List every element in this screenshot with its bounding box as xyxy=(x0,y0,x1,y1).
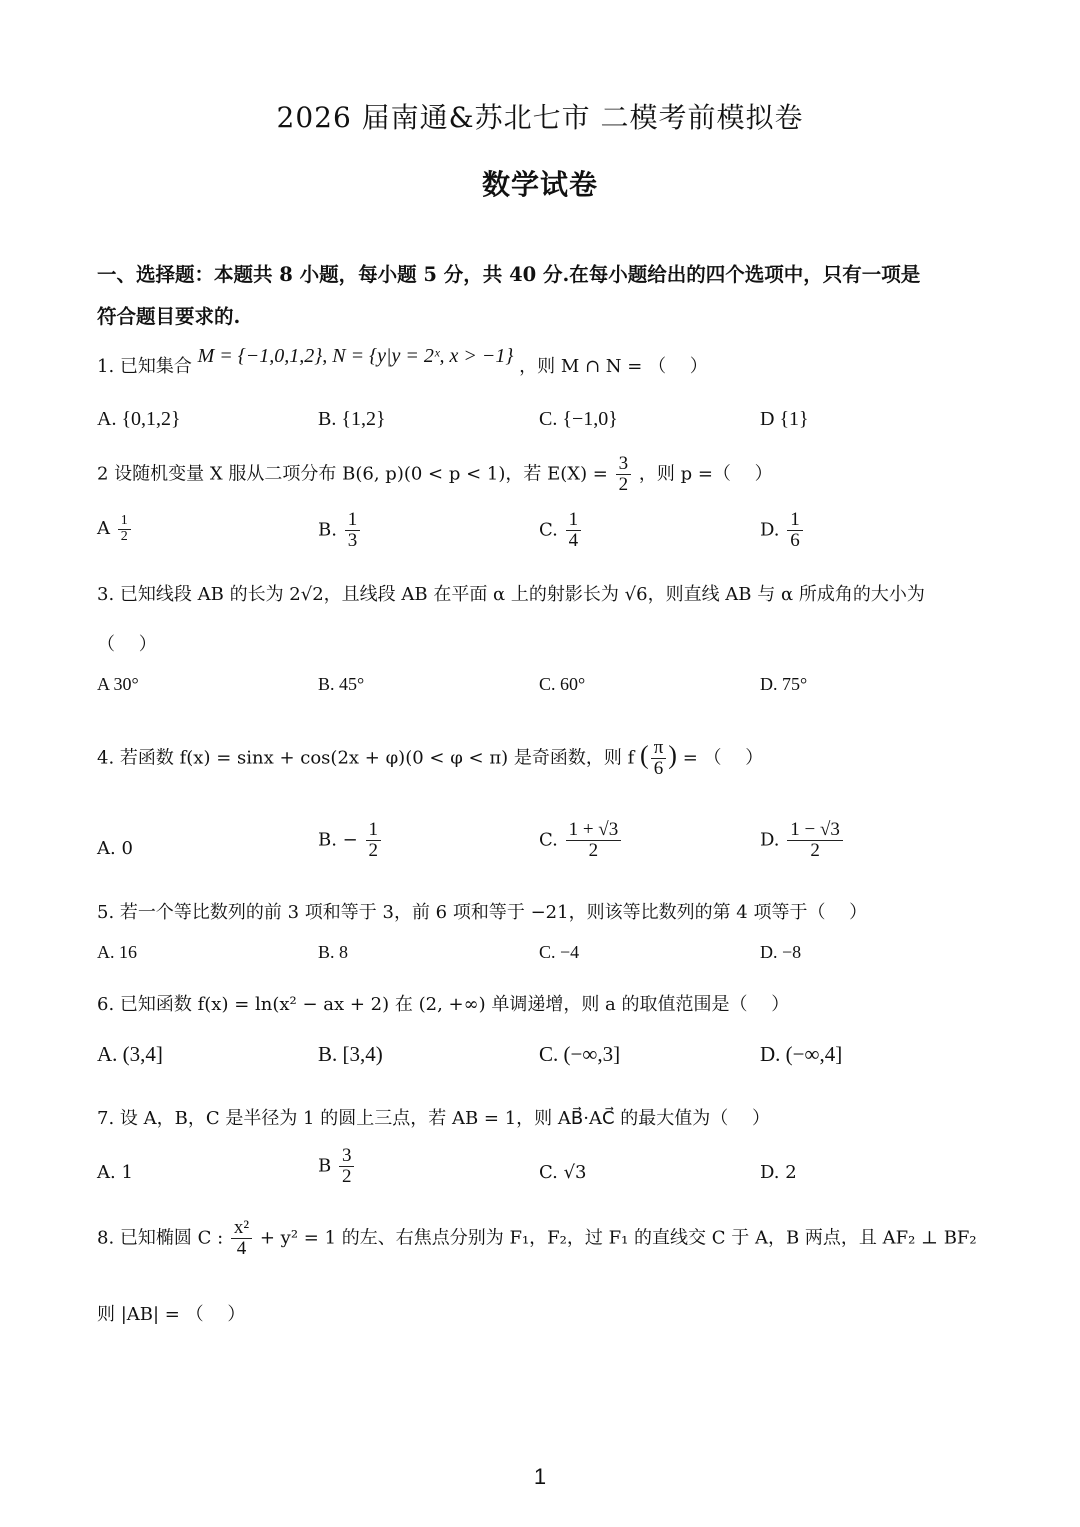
q2-c-num: 1 xyxy=(566,510,582,531)
q3-option-b[interactable] xyxy=(318,674,364,695)
q1-option-d-text: D {1} xyxy=(760,408,809,430)
question-2-fraction xyxy=(616,454,632,495)
q6-option-c[interactable] xyxy=(539,1042,620,1067)
q1-option-d[interactable] xyxy=(760,408,809,431)
q4-lparen: ( xyxy=(640,740,649,770)
question-4-suffix: = （ ） xyxy=(682,747,764,769)
q2-option-a[interactable] xyxy=(97,514,133,544)
q7-option-b[interactable] xyxy=(318,1146,356,1187)
q4-frac-den: 6 xyxy=(653,757,664,779)
q2-option-c-frac xyxy=(566,510,582,551)
q6-option-d[interactable] xyxy=(760,1042,842,1067)
q4-c-den: 2 xyxy=(588,839,599,861)
exam-title: 2026 届南通&苏北七市 二模考前模拟卷 xyxy=(276,101,804,134)
q8-frac-den: 4 xyxy=(236,1237,247,1259)
q7-option-d[interactable] xyxy=(760,1162,797,1183)
q4-option-d[interactable] xyxy=(760,820,845,861)
question-4 xyxy=(97,738,763,779)
q3-option-b-text: B. 45° xyxy=(318,674,365,694)
q4-d-num: 1 − √3 xyxy=(787,820,843,841)
q3-option-a-text: A 30° xyxy=(97,674,139,694)
q3-option-a[interactable] xyxy=(97,674,139,695)
question-1-prefix: 1. 已知集合 xyxy=(97,356,192,377)
q4-option-b-label: B. − xyxy=(318,829,358,851)
q2-option-d-frac xyxy=(787,510,803,551)
q4-option-c-label: C. xyxy=(539,829,558,851)
q7-option-b-frac xyxy=(339,1146,355,1187)
q2-option-c-label: C. xyxy=(539,519,558,541)
q4-option-b[interactable] xyxy=(318,820,383,861)
exam-subtitle: 数学试卷 xyxy=(481,168,598,201)
question-8 xyxy=(97,1218,977,1259)
q4-frac-num: π xyxy=(651,738,667,759)
q1-option-b-text: B. {1,2} xyxy=(318,408,386,430)
q2-option-b[interactable] xyxy=(318,510,362,551)
q2-option-d[interactable] xyxy=(760,510,805,551)
q2-a-den: 2 xyxy=(120,528,128,544)
q1-option-c-text: C. {−1,0} xyxy=(539,408,618,430)
q6-option-b-text: B. [3,4) xyxy=(318,1042,383,1066)
q2-frac-num: 3 xyxy=(616,454,632,475)
page-number: 1 xyxy=(533,1464,547,1489)
q3-option-d[interactable] xyxy=(760,674,807,695)
q4-option-b-frac xyxy=(366,820,382,861)
q5-option-a-text: A. 16 xyxy=(97,942,137,962)
q4-option-a-text: A. 0 xyxy=(97,838,133,859)
q2-c-den: 4 xyxy=(568,529,579,551)
q5-option-d-text: D. −8 xyxy=(760,942,802,962)
question-8-suffix: + y² = 1 的左、右焦点分别为 F₁，F₂，过 F₁ 的直线交 C 于 A，B 两点，且 AF₂ ⊥ BF₂ xyxy=(259,1227,977,1249)
question-2-prefix: 2 设随机变量 X 服从二项分布 B(6, p)(0 < p < 1)，若 E(X) = xyxy=(97,463,608,485)
q1-option-c[interactable] xyxy=(539,408,618,431)
q7-option-b-label: B xyxy=(318,1155,332,1177)
q2-option-c[interactable] xyxy=(539,510,583,551)
q6-option-d-text: D. (−∞,4] xyxy=(760,1042,843,1066)
q6-option-c-text: C. (−∞,3] xyxy=(539,1042,621,1066)
q4-option-a[interactable] xyxy=(97,838,133,859)
question-8-prefix: 8. 已知椭圆 C : xyxy=(97,1227,224,1249)
q2-b-den: 3 xyxy=(347,529,358,551)
q7-b-den: 2 xyxy=(341,1165,352,1187)
q6-option-a-text: A. (3,4] xyxy=(97,1042,163,1066)
q1-option-a[interactable] xyxy=(97,408,181,431)
section-heading-line1: 一、选择题：本题共 8 小题，每小题 5 分，共 40 分.在每小题给出的四个选项中，只有一项是 xyxy=(97,263,921,286)
q3-option-d-text: D. 75° xyxy=(760,674,808,694)
question-5: 5. 若一个等比数列的前 3 项和等于 3，前 6 项和等于 −21，则该等比数列的第 4 项等于（ ） xyxy=(97,902,868,923)
q2-a-num: 1 xyxy=(118,514,131,530)
question-6: 6. 已知函数 f(x) = ln(x² − ax + 2) 在 (2, +∞) 单调递增，则 a 的取值范围是（ ） xyxy=(97,994,790,1015)
q1-option-a-text: A. {0,1,2} xyxy=(97,408,181,430)
q6-option-a[interactable] xyxy=(97,1042,163,1067)
question-8-fraction xyxy=(231,1218,252,1259)
question-3: 3. 已知线段 AB 的长为 2√2，且线段 AB 在平面 α 上的射影长为 √6，则直线 AB 与 α 所成角的大小为 xyxy=(97,584,925,605)
q5-option-c[interactable] xyxy=(539,942,579,963)
q1-option-b[interactable] xyxy=(318,408,386,431)
q7-b-num: 3 xyxy=(339,1146,355,1167)
q4-b-num: 1 xyxy=(366,820,382,841)
q2-d-den: 6 xyxy=(790,529,800,551)
q2-option-d-label: D. xyxy=(760,519,780,541)
q3-option-c[interactable] xyxy=(539,674,585,695)
q7-option-c-text: C. √3 xyxy=(539,1162,587,1183)
q4-rparen: ) xyxy=(668,740,677,770)
question-2-suffix: ，则 p =（ ） xyxy=(638,463,773,485)
q2-option-a-frac xyxy=(118,514,131,544)
q4-b-den: 2 xyxy=(368,839,378,861)
question-2 xyxy=(97,454,773,495)
q2-frac-den: 2 xyxy=(618,473,629,495)
question-1-expr: M = {−1,0,1,2}, N = {y|y = 2ˣ, x > −1} xyxy=(197,345,514,367)
question-4-prefix: 4. 若函数 f(x) = sinx + cos(2x + φ)(0 < φ < π) 是奇函数，则 f xyxy=(97,747,635,769)
q4-c-num: 1 + √3 xyxy=(566,820,622,841)
question-3-paren: （ ） xyxy=(97,634,157,655)
q7-option-a[interactable] xyxy=(97,1162,133,1183)
q2-option-b-label: B. xyxy=(318,519,337,541)
q5-option-b[interactable] xyxy=(318,942,348,963)
q4-d-den: 2 xyxy=(810,839,820,861)
q4-option-c-frac xyxy=(566,820,622,861)
q5-option-c-text: C. −4 xyxy=(539,942,580,962)
q7-option-d-text: D. 2 xyxy=(760,1162,797,1183)
q7-option-c[interactable] xyxy=(539,1162,587,1183)
q2-b-num: 1 xyxy=(345,510,361,531)
question-1 xyxy=(97,345,708,378)
q8-frac-num: x² xyxy=(231,1218,252,1239)
question-7: 7. 设 A，B，C 是半径为 1 的圆上三点，若 AB = 1，则 AB⃗·AC⃗ 的最大值为（ ） xyxy=(97,1108,770,1129)
question-4-fraction xyxy=(651,738,667,779)
q2-d-num: 1 xyxy=(787,510,803,531)
q4-option-c[interactable] xyxy=(539,820,623,861)
q3-option-c-text: C. 60° xyxy=(539,674,586,694)
q2-option-b-frac xyxy=(345,510,361,551)
q5-option-a[interactable] xyxy=(97,942,137,963)
q2-option-a-label: A xyxy=(97,518,110,540)
q4-option-d-frac xyxy=(787,820,843,861)
question-8-line2: 则 |AB| = （ ） xyxy=(97,1304,246,1325)
q5-option-b-text: B. 8 xyxy=(318,942,349,962)
q6-option-b[interactable] xyxy=(318,1042,383,1067)
question-1-suffix: ，则 M ∩ N = （ ） xyxy=(519,356,708,377)
q7-option-a-text: A. 1 xyxy=(97,1162,133,1183)
section-heading-line2: 符合题目要求的. xyxy=(97,305,241,328)
q4-option-d-label: D. xyxy=(760,829,780,851)
q5-option-d[interactable] xyxy=(760,942,801,963)
